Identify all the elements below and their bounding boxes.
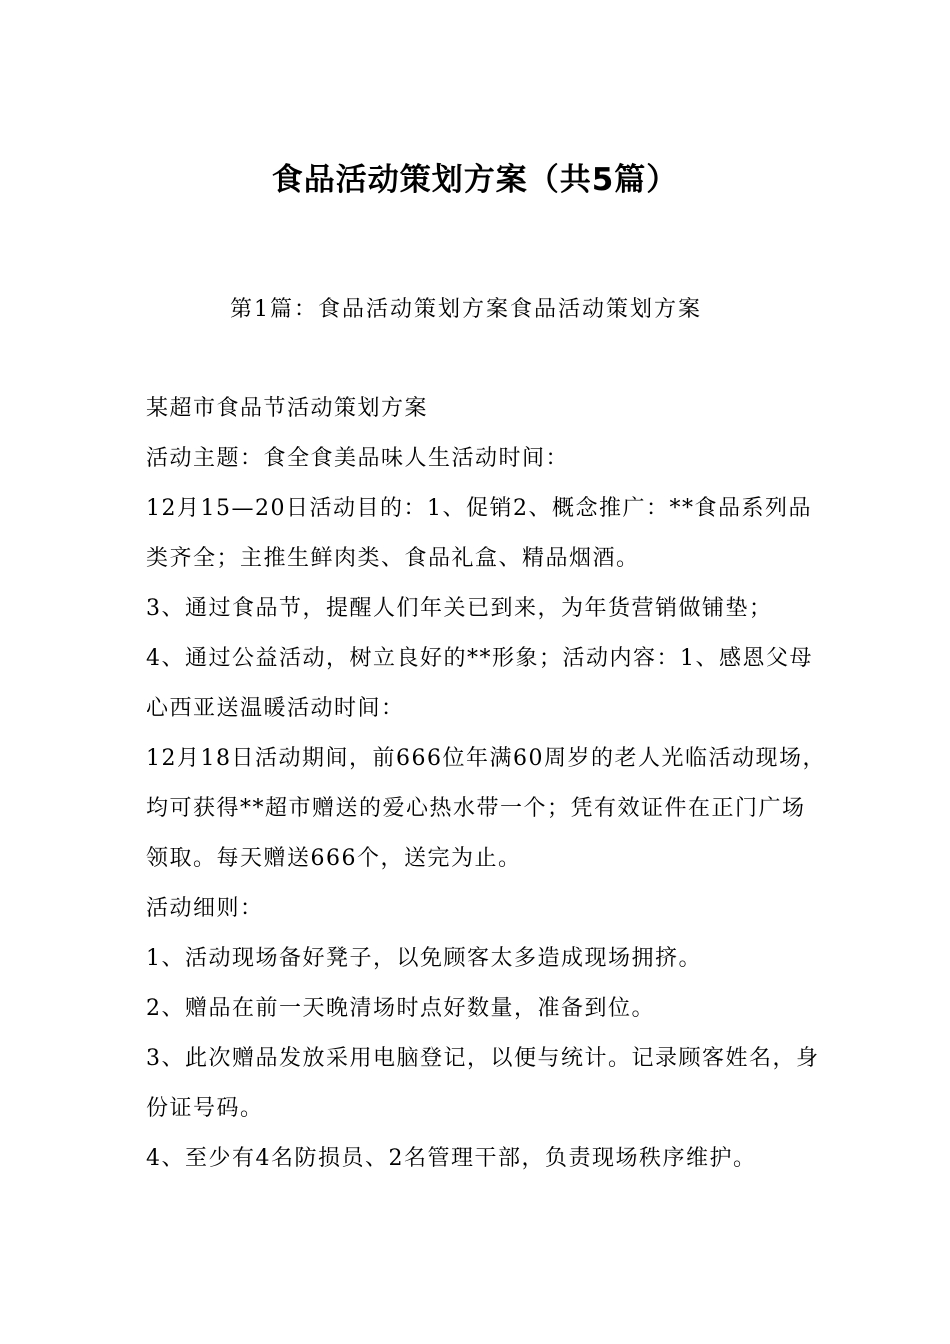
paragraph: 4、通过公益活动，树立良好的**形象；活动内容：1、感恩父母心西亚送温暖活动时间： xyxy=(146,646,813,721)
paragraph: 1、活动现场备好凳子，以免顾客太多造成现场拥挤。 xyxy=(146,946,702,971)
document-title: 食品活动策划方案（共5篇） xyxy=(271,162,679,198)
document-body xyxy=(146,390,826,1190)
paragraph: 活动主题：食全食美品味人生活动时间： xyxy=(146,446,570,471)
paragraph: 2、赠品在前一天晚清场时点好数量，准备到位。 xyxy=(146,996,655,1021)
paragraph: 3、通过食品节，提醒人们年关已到来，为年货营销做铺垫； xyxy=(146,596,773,621)
chapter-heading: 第1篇：食品活动策划方案食品活动策划方案 xyxy=(230,297,702,322)
paragraph: 4、至少有4名防损员、2名管理干部，负责现场秩序维护。 xyxy=(146,1146,757,1171)
paragraph: 12月15—20日活动目的：1、促销2、概念推广：**食品系列品类齐全；主推生鲜肉类、食品礼盒、精品烟酒。 xyxy=(146,496,812,571)
paragraph: 3、此次赠品发放采用电脑登记，以便与统计。记录顾客姓名，身份证号码。 xyxy=(146,1046,820,1121)
paragraph: 12月18日活动期间，前666位年满60周岁的老人光临活动现场，均可获得**超市赠送的爱心热水带一个；凭有效证件在正门广场领取。每天赠送666个，送完为止。 xyxy=(146,746,826,871)
paragraph: 活动细则： xyxy=(146,896,264,921)
paragraph: 某超市食品节活动策划方案 xyxy=(146,396,429,421)
